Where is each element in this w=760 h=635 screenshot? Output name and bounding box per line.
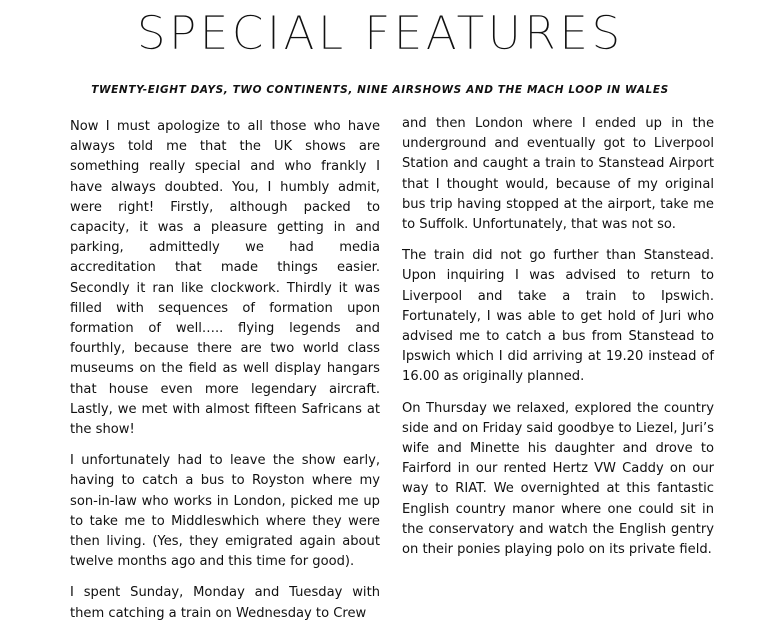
- paragraph: Now I must apologize to all those who have always told me that the UK shows are something really special and who frankly I have always doubted. You, I humbly admit, were right! Firstly, although packed to capacity, it was a pleasure getting in and parking, admittedly we had media accreditation that made things easier. Secondly it ran like clockwork. Thirdly it was filled with sequences of formation upon formation of well….. flying legends and fourthly, because there are two world class museums on the field as well display hangars that house even more legendary aircraft. Lastly, we met with almost fifteen Safricans at the show!: [70, 119, 380, 438]
- article-subtitle: TWENTY-EIGHT DAYS, TWO CONTINENTS, NINE AIRSHOWS AND THE MACH LOOP IN WALES: [91, 84, 669, 96]
- right-column: [402, 114, 714, 571]
- left-column: [70, 117, 380, 635]
- paragraph: and then London where I ended up in the underground and eventually got to Liverpool Station and caught a train to Stanstead Airport that I thought would, because of my original bus trip having stopped at the airport, take me to Suffolk. Unfortunately, that was not so.: [402, 116, 714, 233]
- page-title: SPECIAL FEATURES: [136, 6, 624, 60]
- paragraph: On Thursday we relaxed, explored the country side and on Friday said goodbye to Liezel, Juri’s wife and Minette his daughter and drove to Fairford in our rented Hertz VW Caddy on our way to RIAT. We overnighted at this fantastic English country manor where one could sit in the conservatory and watch the English gentry on their ponies playing polo on its private field.: [402, 400, 714, 558]
- paragraph: I unfortunately had to leave the show early, having to catch a bus to Royston where my son-in-law who works in London, picked me up to take me to Middleswhich where they were then living. (Yes, they emigrated again about twelve months ago and this time for good).: [70, 453, 380, 570]
- paragraph: The train did not go further than Stanstead. Upon inquiring I was advised to return to Liverpool and take a train to Ipswich. Fortunately, I was able to get hold of Juri who advised me to catch a bus from Stanstead to Ipswich which I did arriving at 19.20 instead of 16.00 as originally planned.: [402, 248, 714, 385]
- paragraph: I spent Sunday, Monday and Tuesday with them catching a train on Wednesday to Crew: [70, 585, 380, 621]
